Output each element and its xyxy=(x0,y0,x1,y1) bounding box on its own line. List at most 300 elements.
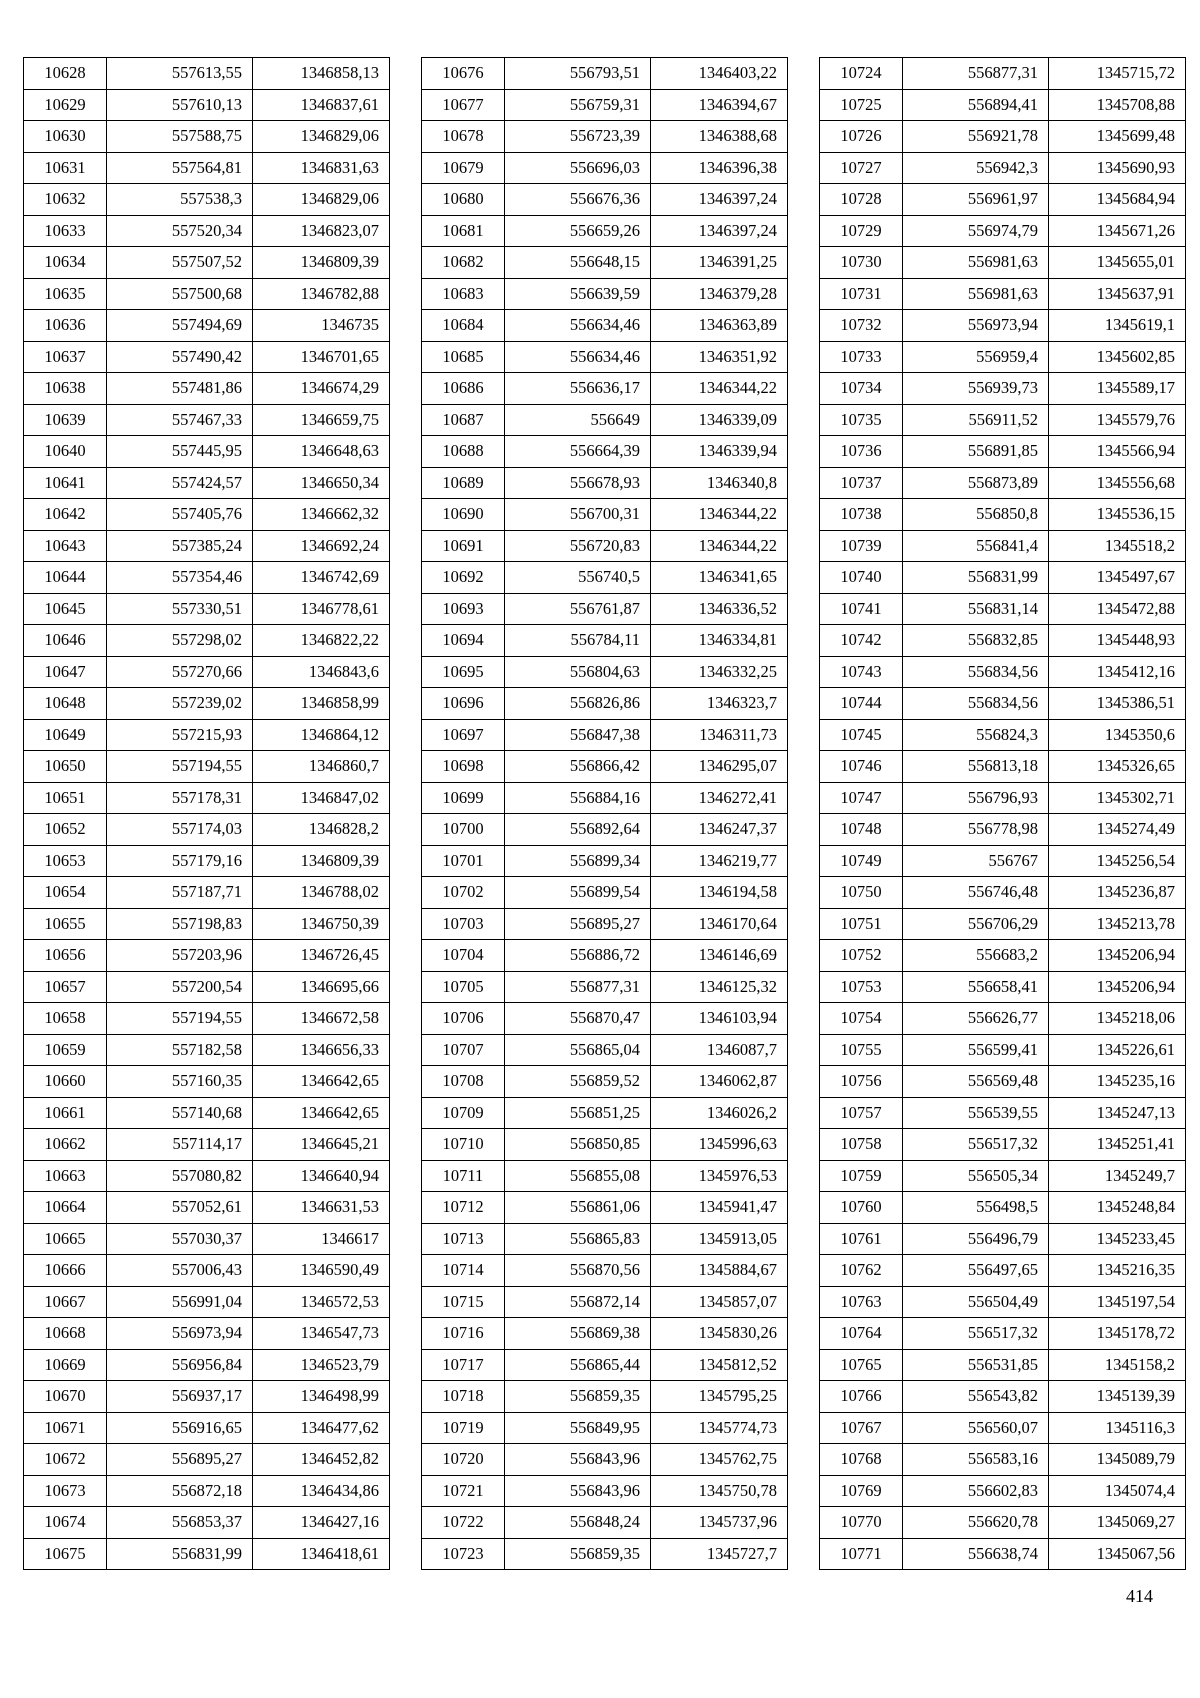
y-coordinate-cell: 1346617 xyxy=(253,1223,390,1255)
x-coordinate-cell: 556504,49 xyxy=(903,1286,1049,1318)
table-row xyxy=(422,625,788,657)
y-coordinate-cell: 1346434,86 xyxy=(253,1475,390,1507)
y-coordinate-cell: 1345690,93 xyxy=(1049,152,1186,184)
point-id-cell: 10632 xyxy=(24,184,107,216)
y-coordinate-cell: 1345619,1 xyxy=(1049,310,1186,342)
x-coordinate-cell: 556942,3 xyxy=(903,152,1049,184)
x-coordinate-cell: 556498,5 xyxy=(903,1192,1049,1224)
y-coordinate-cell: 1345178,72 xyxy=(1049,1318,1186,1350)
table-row xyxy=(24,436,390,468)
x-coordinate-cell: 556723,39 xyxy=(505,121,651,153)
y-coordinate-cell: 1345812,52 xyxy=(651,1349,788,1381)
table-row xyxy=(422,1318,788,1350)
y-coordinate-cell: 1346648,63 xyxy=(253,436,390,468)
x-coordinate-cell: 556599,41 xyxy=(903,1034,1049,1066)
table-row xyxy=(24,152,390,184)
x-coordinate-cell: 556892,64 xyxy=(505,814,651,846)
y-coordinate-cell: 1345247,13 xyxy=(1049,1097,1186,1129)
x-coordinate-cell: 556683,2 xyxy=(903,940,1049,972)
point-id-cell: 10713 xyxy=(422,1223,505,1255)
table-row xyxy=(24,1381,390,1413)
point-id-cell: 10770 xyxy=(820,1507,903,1539)
point-id-cell: 10638 xyxy=(24,373,107,405)
x-coordinate-cell: 556517,32 xyxy=(903,1318,1049,1350)
x-coordinate-cell: 556865,44 xyxy=(505,1349,651,1381)
point-id-cell: 10659 xyxy=(24,1034,107,1066)
y-coordinate-cell: 1345996,63 xyxy=(651,1129,788,1161)
x-coordinate-cell: 556850,85 xyxy=(505,1129,651,1161)
y-coordinate-cell: 1345350,6 xyxy=(1049,719,1186,751)
y-coordinate-cell: 1346750,39 xyxy=(253,908,390,940)
x-coordinate-cell: 556648,15 xyxy=(505,247,651,279)
x-coordinate-cell: 557445,95 xyxy=(107,436,253,468)
point-id-cell: 10643 xyxy=(24,530,107,562)
point-id-cell: 10706 xyxy=(422,1003,505,1035)
x-coordinate-cell: 556870,47 xyxy=(505,1003,651,1035)
table-row xyxy=(820,247,1186,279)
table-row xyxy=(820,215,1186,247)
table-row xyxy=(820,404,1186,436)
x-coordinate-cell: 557006,43 xyxy=(107,1255,253,1287)
point-id-cell: 10703 xyxy=(422,908,505,940)
y-coordinate-cell: 1345197,54 xyxy=(1049,1286,1186,1318)
y-coordinate-cell: 1345566,94 xyxy=(1049,436,1186,468)
x-coordinate-cell: 556956,84 xyxy=(107,1349,253,1381)
table-row xyxy=(820,467,1186,499)
table-row xyxy=(820,562,1186,594)
y-coordinate-cell: 1345518,2 xyxy=(1049,530,1186,562)
x-coordinate-cell: 556706,29 xyxy=(903,908,1049,940)
y-coordinate-cell: 1346642,65 xyxy=(253,1066,390,1098)
x-coordinate-cell: 556974,79 xyxy=(903,215,1049,247)
y-coordinate-cell: 1346219,77 xyxy=(651,845,788,877)
table-row xyxy=(24,751,390,783)
x-coordinate-cell: 556869,38 xyxy=(505,1318,651,1350)
table-row xyxy=(820,1223,1186,1255)
x-coordinate-cell: 557610,13 xyxy=(107,89,253,121)
table-row xyxy=(422,877,788,909)
x-coordinate-cell: 556981,63 xyxy=(903,278,1049,310)
table-row xyxy=(24,278,390,310)
coordinate-table-1 xyxy=(23,57,390,1570)
point-id-cell: 10759 xyxy=(820,1160,903,1192)
point-id-cell: 10700 xyxy=(422,814,505,846)
x-coordinate-cell: 557424,57 xyxy=(107,467,253,499)
y-coordinate-cell: 1346394,67 xyxy=(651,89,788,121)
x-coordinate-cell: 556778,98 xyxy=(903,814,1049,846)
point-id-cell: 10661 xyxy=(24,1097,107,1129)
y-coordinate-cell: 1345249,7 xyxy=(1049,1160,1186,1192)
table-row xyxy=(820,310,1186,342)
y-coordinate-cell: 1345448,93 xyxy=(1049,625,1186,657)
point-id-cell: 10727 xyxy=(820,152,903,184)
table-row xyxy=(24,499,390,531)
x-coordinate-cell: 556496,79 xyxy=(903,1223,1049,1255)
point-id-cell: 10662 xyxy=(24,1129,107,1161)
y-coordinate-cell: 1346087,7 xyxy=(651,1034,788,1066)
x-coordinate-cell: 556872,18 xyxy=(107,1475,253,1507)
x-coordinate-cell: 557467,33 xyxy=(107,404,253,436)
table-row xyxy=(24,688,390,720)
y-coordinate-cell: 1346452,82 xyxy=(253,1444,390,1476)
x-coordinate-cell: 556921,78 xyxy=(903,121,1049,153)
x-coordinate-cell: 557194,55 xyxy=(107,751,253,783)
point-id-cell: 10669 xyxy=(24,1349,107,1381)
point-id-cell: 10719 xyxy=(422,1412,505,1444)
table-row xyxy=(422,908,788,940)
y-coordinate-cell: 1346858,99 xyxy=(253,688,390,720)
y-coordinate-cell: 1345216,35 xyxy=(1049,1255,1186,1287)
y-coordinate-cell: 1345774,73 xyxy=(651,1412,788,1444)
y-coordinate-cell: 1346339,94 xyxy=(651,436,788,468)
table-row xyxy=(24,467,390,499)
y-coordinate-cell: 1346146,69 xyxy=(651,940,788,972)
point-id-cell: 10670 xyxy=(24,1381,107,1413)
table-row xyxy=(24,562,390,594)
point-id-cell: 10734 xyxy=(820,373,903,405)
point-id-cell: 10693 xyxy=(422,593,505,625)
y-coordinate-cell: 1345274,49 xyxy=(1049,814,1186,846)
point-id-cell: 10694 xyxy=(422,625,505,657)
point-id-cell: 10629 xyxy=(24,89,107,121)
table-row xyxy=(820,58,1186,90)
table-row xyxy=(24,1444,390,1476)
point-id-cell: 10673 xyxy=(24,1475,107,1507)
x-coordinate-cell: 556873,89 xyxy=(903,467,1049,499)
table-row xyxy=(422,1444,788,1476)
x-coordinate-cell: 557354,46 xyxy=(107,562,253,594)
point-id-cell: 10729 xyxy=(820,215,903,247)
x-coordinate-cell: 557520,34 xyxy=(107,215,253,247)
y-coordinate-cell: 1346809,39 xyxy=(253,247,390,279)
point-id-cell: 10769 xyxy=(820,1475,903,1507)
table-row xyxy=(24,1349,390,1381)
point-id-cell: 10710 xyxy=(422,1129,505,1161)
y-coordinate-cell: 1345218,06 xyxy=(1049,1003,1186,1035)
x-coordinate-cell: 557564,81 xyxy=(107,152,253,184)
point-id-cell: 10704 xyxy=(422,940,505,972)
point-id-cell: 10660 xyxy=(24,1066,107,1098)
y-coordinate-cell: 1346858,13 xyxy=(253,58,390,90)
table-row xyxy=(24,1097,390,1129)
point-id-cell: 10680 xyxy=(422,184,505,216)
point-id-cell: 10648 xyxy=(24,688,107,720)
y-coordinate-cell: 1345727,7 xyxy=(651,1538,788,1570)
point-id-cell: 10633 xyxy=(24,215,107,247)
point-id-cell: 10723 xyxy=(422,1538,505,1570)
y-coordinate-cell: 1346336,52 xyxy=(651,593,788,625)
y-coordinate-cell: 1346659,75 xyxy=(253,404,390,436)
point-id-cell: 10699 xyxy=(422,782,505,814)
point-id-cell: 10658 xyxy=(24,1003,107,1035)
table-row xyxy=(820,1160,1186,1192)
x-coordinate-cell: 556834,56 xyxy=(903,656,1049,688)
point-id-cell: 10639 xyxy=(24,404,107,436)
point-id-cell: 10716 xyxy=(422,1318,505,1350)
table-row xyxy=(24,1475,390,1507)
y-coordinate-cell: 1346403,22 xyxy=(651,58,788,90)
y-coordinate-cell: 1345684,94 xyxy=(1049,184,1186,216)
x-coordinate-cell: 557052,61 xyxy=(107,1192,253,1224)
table-row xyxy=(820,1538,1186,1570)
x-coordinate-cell: 556636,17 xyxy=(505,373,651,405)
point-id-cell: 10698 xyxy=(422,751,505,783)
point-id-cell: 10711 xyxy=(422,1160,505,1192)
table-row xyxy=(820,908,1186,940)
x-coordinate-cell: 556866,42 xyxy=(505,751,651,783)
x-coordinate-cell: 556850,8 xyxy=(903,499,1049,531)
x-coordinate-cell: 556659,26 xyxy=(505,215,651,247)
x-coordinate-cell: 556865,04 xyxy=(505,1034,651,1066)
y-coordinate-cell: 1345589,17 xyxy=(1049,373,1186,405)
y-coordinate-cell: 1346547,73 xyxy=(253,1318,390,1350)
table-row xyxy=(820,1381,1186,1413)
x-coordinate-cell: 556855,08 xyxy=(505,1160,651,1192)
y-coordinate-cell: 1345671,26 xyxy=(1049,215,1186,247)
x-coordinate-cell: 556847,38 xyxy=(505,719,651,751)
point-id-cell: 10750 xyxy=(820,877,903,909)
table-row xyxy=(422,278,788,310)
table-row xyxy=(24,530,390,562)
x-coordinate-cell: 557200,54 xyxy=(107,971,253,1003)
y-coordinate-cell: 1346829,06 xyxy=(253,184,390,216)
point-id-cell: 10656 xyxy=(24,940,107,972)
x-coordinate-cell: 557080,82 xyxy=(107,1160,253,1192)
table-row xyxy=(422,436,788,468)
table-row xyxy=(24,593,390,625)
point-id-cell: 10765 xyxy=(820,1349,903,1381)
table-row xyxy=(24,89,390,121)
table-row xyxy=(422,845,788,877)
table-row xyxy=(820,814,1186,846)
point-id-cell: 10737 xyxy=(820,467,903,499)
point-id-cell: 10705 xyxy=(422,971,505,1003)
x-coordinate-cell: 556861,06 xyxy=(505,1192,651,1224)
x-coordinate-cell: 556831,99 xyxy=(903,562,1049,594)
y-coordinate-cell: 1346247,37 xyxy=(651,814,788,846)
point-id-cell: 10766 xyxy=(820,1381,903,1413)
point-id-cell: 10668 xyxy=(24,1318,107,1350)
x-coordinate-cell: 557203,96 xyxy=(107,940,253,972)
x-coordinate-cell: 556872,14 xyxy=(505,1286,651,1318)
y-coordinate-cell: 1345235,16 xyxy=(1049,1066,1186,1098)
x-coordinate-cell: 556937,17 xyxy=(107,1381,253,1413)
x-coordinate-cell: 556877,31 xyxy=(903,58,1049,90)
table-row xyxy=(820,625,1186,657)
point-id-cell: 10721 xyxy=(422,1475,505,1507)
x-coordinate-cell: 556676,36 xyxy=(505,184,651,216)
point-id-cell: 10686 xyxy=(422,373,505,405)
table-row xyxy=(820,1192,1186,1224)
x-coordinate-cell: 556804,63 xyxy=(505,656,651,688)
point-id-cell: 10747 xyxy=(820,782,903,814)
x-coordinate-cell: 556959,4 xyxy=(903,341,1049,373)
point-id-cell: 10683 xyxy=(422,278,505,310)
y-coordinate-cell: 1346194,58 xyxy=(651,877,788,909)
coordinate-table-2 xyxy=(421,57,788,1570)
point-id-cell: 10746 xyxy=(820,751,903,783)
x-coordinate-cell: 556746,48 xyxy=(903,877,1049,909)
x-coordinate-cell: 556877,31 xyxy=(505,971,651,1003)
y-coordinate-cell: 1346323,7 xyxy=(651,688,788,720)
table-row xyxy=(820,1507,1186,1539)
page-number: 414 xyxy=(1126,1586,1153,1606)
point-id-cell: 10634 xyxy=(24,247,107,279)
point-id-cell: 10682 xyxy=(422,247,505,279)
x-coordinate-cell: 556620,78 xyxy=(903,1507,1049,1539)
point-id-cell: 10752 xyxy=(820,940,903,972)
y-coordinate-cell: 1346363,89 xyxy=(651,310,788,342)
table-row xyxy=(24,184,390,216)
point-id-cell: 10725 xyxy=(820,89,903,121)
y-coordinate-cell: 1346860,7 xyxy=(253,751,390,783)
table-row xyxy=(422,1286,788,1318)
x-coordinate-cell: 556886,72 xyxy=(505,940,651,972)
y-coordinate-cell: 1345699,48 xyxy=(1049,121,1186,153)
table-row xyxy=(24,1034,390,1066)
point-id-cell: 10687 xyxy=(422,404,505,436)
x-coordinate-cell: 556813,18 xyxy=(903,751,1049,783)
table-row xyxy=(24,845,390,877)
table-row xyxy=(24,1223,390,1255)
point-id-cell: 10657 xyxy=(24,971,107,1003)
point-id-cell: 10726 xyxy=(820,121,903,153)
x-coordinate-cell: 556634,46 xyxy=(505,310,651,342)
table-row xyxy=(820,1412,1186,1444)
point-id-cell: 10631 xyxy=(24,152,107,184)
table-row xyxy=(820,373,1186,405)
table-row xyxy=(24,782,390,814)
x-coordinate-cell: 557215,93 xyxy=(107,719,253,751)
x-coordinate-cell: 556870,56 xyxy=(505,1255,651,1287)
point-id-cell: 10652 xyxy=(24,814,107,846)
point-id-cell: 10692 xyxy=(422,562,505,594)
table-row xyxy=(24,58,390,90)
point-id-cell: 10754 xyxy=(820,1003,903,1035)
table-row xyxy=(24,1160,390,1192)
x-coordinate-cell: 556849,95 xyxy=(505,1412,651,1444)
table-row xyxy=(422,656,788,688)
table-row xyxy=(820,1318,1186,1350)
table-row xyxy=(422,89,788,121)
point-id-cell: 10691 xyxy=(422,530,505,562)
y-coordinate-cell: 1346642,65 xyxy=(253,1097,390,1129)
x-coordinate-cell: 556700,31 xyxy=(505,499,651,531)
x-coordinate-cell: 556826,86 xyxy=(505,688,651,720)
y-coordinate-cell: 1345497,67 xyxy=(1049,562,1186,594)
point-id-cell: 10756 xyxy=(820,1066,903,1098)
x-coordinate-cell: 556497,65 xyxy=(903,1255,1049,1287)
point-id-cell: 10663 xyxy=(24,1160,107,1192)
point-id-cell: 10684 xyxy=(422,310,505,342)
table-row xyxy=(820,1129,1186,1161)
y-coordinate-cell: 1346396,38 xyxy=(651,152,788,184)
y-coordinate-cell: 1346782,88 xyxy=(253,278,390,310)
point-id-cell: 10697 xyxy=(422,719,505,751)
x-coordinate-cell: 556981,63 xyxy=(903,247,1049,279)
y-coordinate-cell: 1346572,53 xyxy=(253,1286,390,1318)
table-row xyxy=(24,814,390,846)
table-row xyxy=(24,341,390,373)
x-coordinate-cell: 556895,27 xyxy=(505,908,651,940)
point-id-cell: 10701 xyxy=(422,845,505,877)
y-coordinate-cell: 1346726,45 xyxy=(253,940,390,972)
x-coordinate-cell: 556583,16 xyxy=(903,1444,1049,1476)
table-row xyxy=(24,877,390,909)
table-row xyxy=(820,436,1186,468)
table-row xyxy=(422,404,788,436)
x-coordinate-cell: 557330,51 xyxy=(107,593,253,625)
table-row xyxy=(820,499,1186,531)
y-coordinate-cell: 1346672,58 xyxy=(253,1003,390,1035)
table-row xyxy=(24,908,390,940)
point-id-cell: 10720 xyxy=(422,1444,505,1476)
table-row xyxy=(24,310,390,342)
table-row xyxy=(422,1034,788,1066)
x-coordinate-cell: 556761,87 xyxy=(505,593,651,625)
point-id-cell: 10650 xyxy=(24,751,107,783)
coordinate-table-3 xyxy=(819,57,1186,1570)
point-id-cell: 10636 xyxy=(24,310,107,342)
table-row xyxy=(820,89,1186,121)
y-coordinate-cell: 1346837,61 xyxy=(253,89,390,121)
y-coordinate-cell: 1346125,32 xyxy=(651,971,788,1003)
point-id-cell: 10635 xyxy=(24,278,107,310)
y-coordinate-cell: 1346379,28 xyxy=(651,278,788,310)
point-id-cell: 10645 xyxy=(24,593,107,625)
y-coordinate-cell: 1346692,24 xyxy=(253,530,390,562)
table-row xyxy=(24,719,390,751)
table-row xyxy=(820,877,1186,909)
y-coordinate-cell: 1346523,79 xyxy=(253,1349,390,1381)
table-row xyxy=(820,719,1186,751)
table-row xyxy=(820,751,1186,783)
table-row xyxy=(422,1097,788,1129)
y-coordinate-cell: 1346778,61 xyxy=(253,593,390,625)
x-coordinate-cell: 556884,16 xyxy=(505,782,651,814)
point-id-cell: 10640 xyxy=(24,436,107,468)
point-id-cell: 10739 xyxy=(820,530,903,562)
y-coordinate-cell: 1345067,56 xyxy=(1049,1538,1186,1570)
x-coordinate-cell: 556831,99 xyxy=(107,1538,253,1570)
table-row xyxy=(24,121,390,153)
x-coordinate-cell: 557481,86 xyxy=(107,373,253,405)
table-row xyxy=(422,467,788,499)
table-row xyxy=(422,782,788,814)
point-id-cell: 10679 xyxy=(422,152,505,184)
y-coordinate-cell: 1346062,87 xyxy=(651,1066,788,1098)
y-coordinate-cell: 1346344,22 xyxy=(651,530,788,562)
y-coordinate-cell: 1345412,16 xyxy=(1049,656,1186,688)
table-row xyxy=(24,404,390,436)
x-coordinate-cell: 557239,02 xyxy=(107,688,253,720)
x-coordinate-cell: 557613,55 xyxy=(107,58,253,90)
table-row xyxy=(24,1192,390,1224)
point-id-cell: 10740 xyxy=(820,562,903,594)
point-id-cell: 10712 xyxy=(422,1192,505,1224)
table-row xyxy=(422,247,788,279)
x-coordinate-cell: 557494,69 xyxy=(107,310,253,342)
point-id-cell: 10646 xyxy=(24,625,107,657)
point-id-cell: 10736 xyxy=(820,436,903,468)
point-id-cell: 10763 xyxy=(820,1286,903,1318)
x-coordinate-cell: 556916,65 xyxy=(107,1412,253,1444)
x-coordinate-cell: 556991,04 xyxy=(107,1286,253,1318)
table-row xyxy=(422,751,788,783)
table-row xyxy=(820,530,1186,562)
table-row xyxy=(422,1255,788,1287)
table-row xyxy=(422,593,788,625)
